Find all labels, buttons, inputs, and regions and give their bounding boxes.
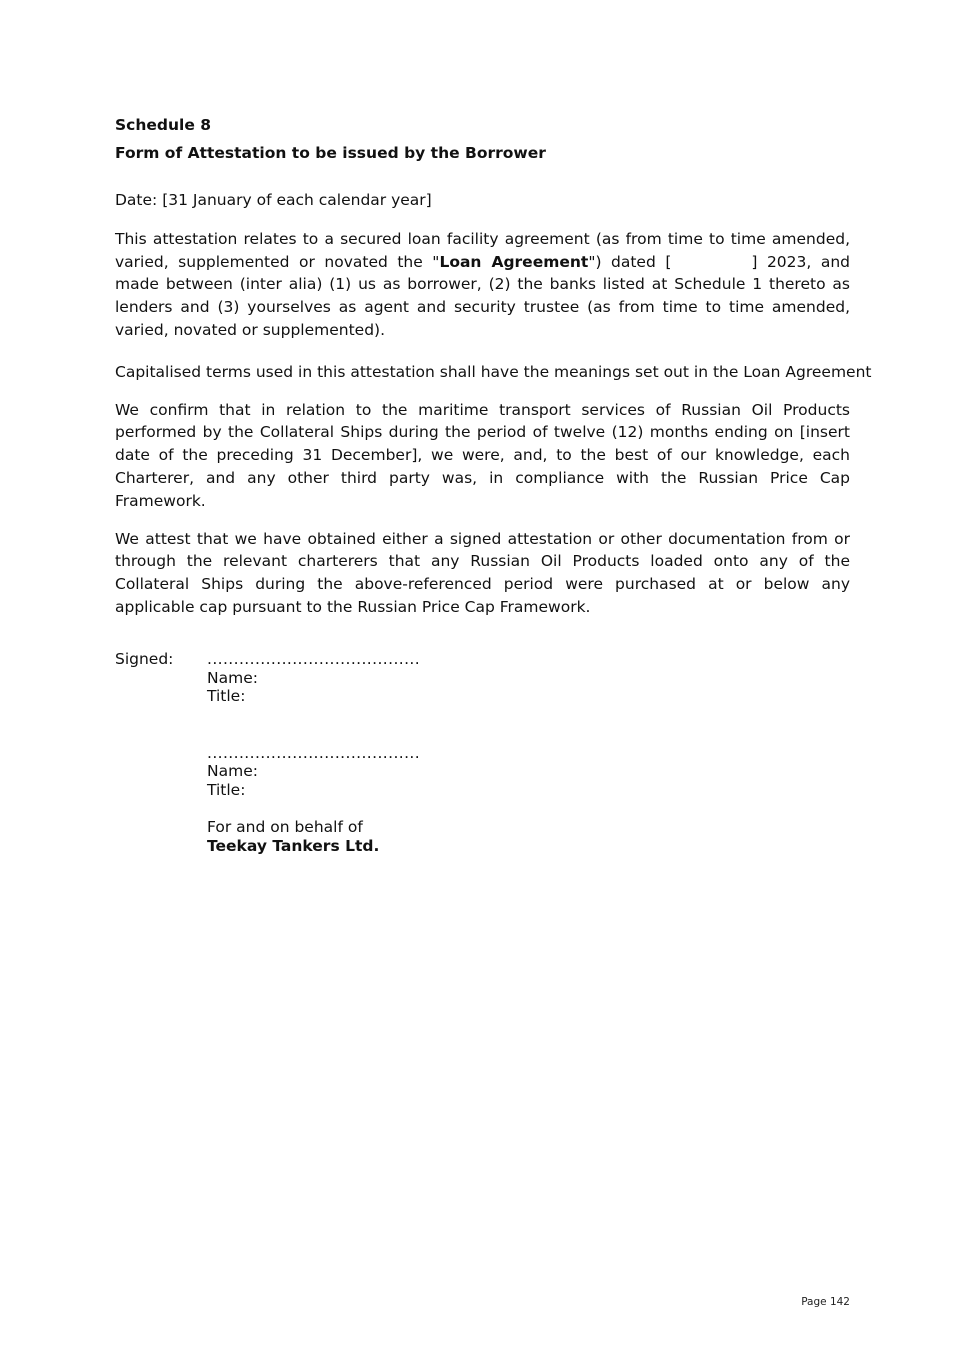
- attestation-paragraph: [115, 228, 850, 342]
- compliance-paragraph: We confirm that in relation to the maritime transport services of Russian Oil Products performed by the Collateral Ships during the period of twelve (12) months ending on [insert date of the preceding 31 December], we were, and, to the best of our knowledge, each Charterer, and any other third party was, in compliance with the Russian Price Cap Framework.: [115, 400, 850, 510]
- signatory-name-label: Name:: [207, 668, 258, 687]
- signed-label: Signed:: [115, 650, 174, 668]
- company-name: Teekay Tankers Ltd.: [207, 836, 380, 855]
- document-body: [115, 114, 872, 619]
- price-cap-paragraph: We attest that we have obtained either a signed attestation or other documentation from or through the relevant charterers that any Russian Oil Products loaded onto any of the Collateral Ships during the above-referenced period were purchased at or below any applicable cap pursuant to the Russian Price Cap Framework.: [115, 529, 850, 616]
- signature-line: ........................................: [207, 743, 421, 762]
- date-line: Date: [31 January of each calendar year]: [115, 191, 432, 209]
- signature-column: [207, 650, 607, 855]
- signature-line: ........................................: [207, 650, 421, 668]
- signatory-title-label: Title:: [207, 687, 246, 705]
- paragraph-text: ") dated [: [588, 252, 672, 271]
- schedule-title: Schedule 8: [115, 116, 212, 134]
- page-number: Page 142: [801, 1296, 850, 1308]
- on-behalf-text: For and on behalf of: [207, 818, 363, 836]
- signatory-title-label: Title:: [207, 780, 246, 799]
- signatory-name-label: Name:: [207, 762, 258, 780]
- paragraph-text: ] 2023, and made between (inter alia) (1) us as borrower, (2) the banks listed at Schedule 1 thereto as lenders and (3) yourselves as agent and security trustee (as from time to time amended, varied, novated or supplemented).: [115, 252, 850, 339]
- schedule-subtitle: Form of Attestation to be issued by the Borrower: [115, 144, 546, 162]
- loan-agreement-term: Loan Agreement: [439, 252, 589, 271]
- paragraph-text: This attestation relates to a secured loan facility agreement (as from time to time amended, varied, supplemented or novated the ": [115, 229, 850, 271]
- capitalised-terms-paragraph: Capitalised terms used in this attestation shall have the meanings set out in the Loan Agreement: [115, 362, 872, 381]
